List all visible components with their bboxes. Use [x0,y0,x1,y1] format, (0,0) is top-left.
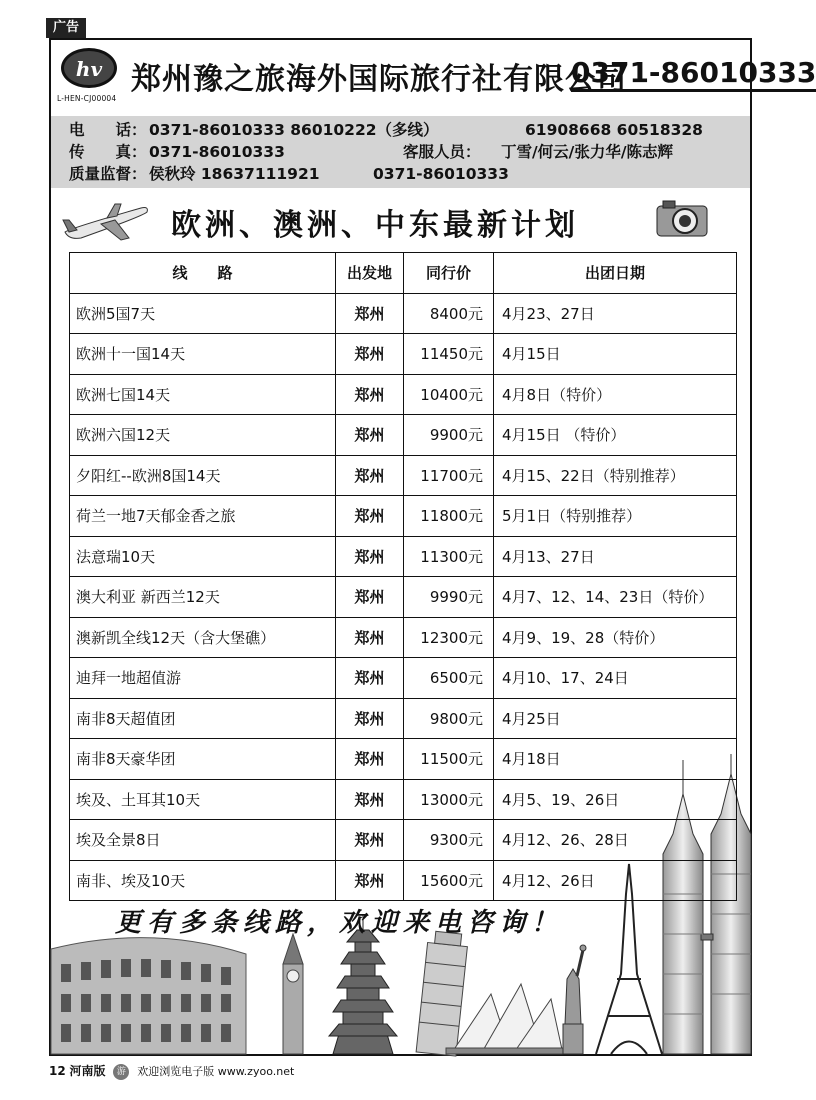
departure-cell: 郑州 [336,658,404,699]
price-cell: 11700元 [404,455,494,496]
fax-value: 0371-86010333 [149,143,285,161]
route-cell: 欧洲5国7天 [70,293,336,334]
colosseum-icon [51,938,246,1054]
date-cell: 4月5、19、26日 [494,779,737,820]
big-ben-icon [283,934,303,1054]
date-cell: 4月15日 [494,334,737,375]
departure-cell: 郑州 [336,577,404,618]
tour-table [69,252,737,901]
airplane-icon [61,198,151,244]
header [51,40,816,114]
date-cell: 4月12、26日 [494,860,737,901]
departure-cell: 郑州 [336,496,404,537]
hotline-number: 0371-86010333 [571,56,816,92]
page-footer [49,1062,294,1080]
date-cell: 4月23、27日 [494,293,737,334]
price-cell: 10400元 [404,374,494,415]
departure-cell: 郑州 [336,334,404,375]
price-cell: 8400元 [404,293,494,334]
page-number: 12 [49,1064,66,1078]
pisa-tower-icon [416,931,469,1057]
departure-cell: 郑州 [336,293,404,334]
header-date: 出团日期 [494,253,737,294]
route-cell: 南非8天豪华团 [70,739,336,780]
departure-cell: 郑州 [336,820,404,861]
route-cell: 澳大利亚 新西兰12天 [70,577,336,618]
quality-label: 质量监督： [69,165,147,183]
date-cell: 5月1日（特别推荐） [494,496,737,537]
plan-title-bar [51,192,750,250]
ad-tag: 广告 [46,18,86,38]
table-row [70,415,737,456]
logo-mark [61,48,117,88]
route-cell: 埃及全景8日 [70,820,336,861]
phone-value: 0371-86010333 86010222（多线） [149,121,439,139]
table-row [70,698,737,739]
table-row [70,658,737,699]
date-cell: 4月8日（特价） [494,374,737,415]
departure-cell: 郑州 [336,617,404,658]
route-cell: 欧洲七国14天 [70,374,336,415]
service-value: 丁雪/何云/张力华/陈志辉 [501,143,673,161]
route-cell: 澳新凯全线12天（含大堡礁） [70,617,336,658]
service-label: 客服人员： [403,143,481,161]
route-cell: 南非8天超值团 [70,698,336,739]
camera-icon [655,196,709,240]
route-cell: 埃及、土耳其10天 [70,779,336,820]
company-logo [57,48,127,108]
logo-mark-text: hv [75,57,103,81]
table-row [70,577,737,618]
route-cell: 法意瑞10天 [70,536,336,577]
price-cell: 11500元 [404,739,494,780]
table-row [70,496,737,537]
price-cell: 9900元 [404,415,494,456]
route-cell: 夕阳红--欧洲8国14天 [70,455,336,496]
table-row [70,455,737,496]
header-departure: 出发地 [336,253,404,294]
price-cell: 6500元 [404,658,494,699]
route-cell: 欧洲十一国14天 [70,334,336,375]
plan-title: 欧洲、澳洲、中东最新计划 [171,208,579,243]
footer-site-text[interactable]: 欢迎浏览电子版 www.zyoo.net [137,1065,295,1078]
price-cell: 13000元 [404,779,494,820]
table-row [70,820,737,861]
departure-cell: 郑州 [336,779,404,820]
table-header-row [70,253,737,294]
quality-value: 侯秋玲 18637111921 [149,165,320,183]
price-cell: 11300元 [404,536,494,577]
departure-cell: 郑州 [336,415,404,456]
edition-label: 河南版 [69,1064,106,1078]
route-cell: 欧洲六国12天 [70,415,336,456]
quality-extra: 0371-86010333 [373,165,509,183]
table-row [70,374,737,415]
departure-cell: 郑州 [336,536,404,577]
route-cell: 迪拜一地超值游 [70,658,336,699]
date-cell: 4月18日 [494,739,737,780]
price-cell: 11800元 [404,496,494,537]
company-name: 郑州豫之旅海外国际旅行社有限公司 [131,62,627,97]
table-row [70,293,737,334]
opera-house-icon [446,984,571,1054]
price-cell: 9800元 [404,698,494,739]
slogan: 更有多条线路，欢迎来电咨询！ [115,908,564,938]
table-row [70,536,737,577]
date-cell: 4月9、19、28（特价） [494,617,737,658]
departure-cell: 郑州 [336,860,404,901]
date-cell: 4月13、27日 [494,536,737,577]
fax-label: 传 真： [69,143,147,161]
date-cell: 4月10、17、24日 [494,658,737,699]
departure-cell: 郑州 [336,739,404,780]
table-row [70,334,737,375]
price-cell: 9990元 [404,577,494,618]
route-cell: 南非、埃及10天 [70,860,336,901]
date-cell: 4月7、12、14、23日（特价） [494,577,737,618]
statue-of-liberty-icon [563,945,586,1054]
departure-cell: 郑州 [336,374,404,415]
date-cell: 4月15日 （特价） [494,415,737,456]
departure-cell: 郑州 [336,698,404,739]
license-code: L-HEN-CJ00004 [57,94,117,103]
edition-badge-icon: 游 [113,1064,129,1080]
price-cell: 9300元 [404,820,494,861]
price-cell: 12300元 [404,617,494,658]
price-cell: 15600元 [404,860,494,901]
table-row [70,779,737,820]
ad-frame [49,38,816,1056]
price-cell: 11450元 [404,334,494,375]
date-cell: 4月12、26、28日 [494,820,737,861]
route-cell: 荷兰一地7天郁金香之旅 [70,496,336,537]
header-route: 线 路 [70,253,336,294]
contact-band [51,116,750,188]
date-cell: 4月25日 [494,698,737,739]
date-cell: 4月15、22日（特别推荐） [494,455,737,496]
table-row [70,860,737,901]
departure-cell: 郑州 [336,455,404,496]
phone-label: 电 话： [69,121,147,139]
header-price: 同行价 [404,253,494,294]
table-row [70,739,737,780]
table-row [70,617,737,658]
phone-extra: 61908668 60518328 [525,121,703,139]
